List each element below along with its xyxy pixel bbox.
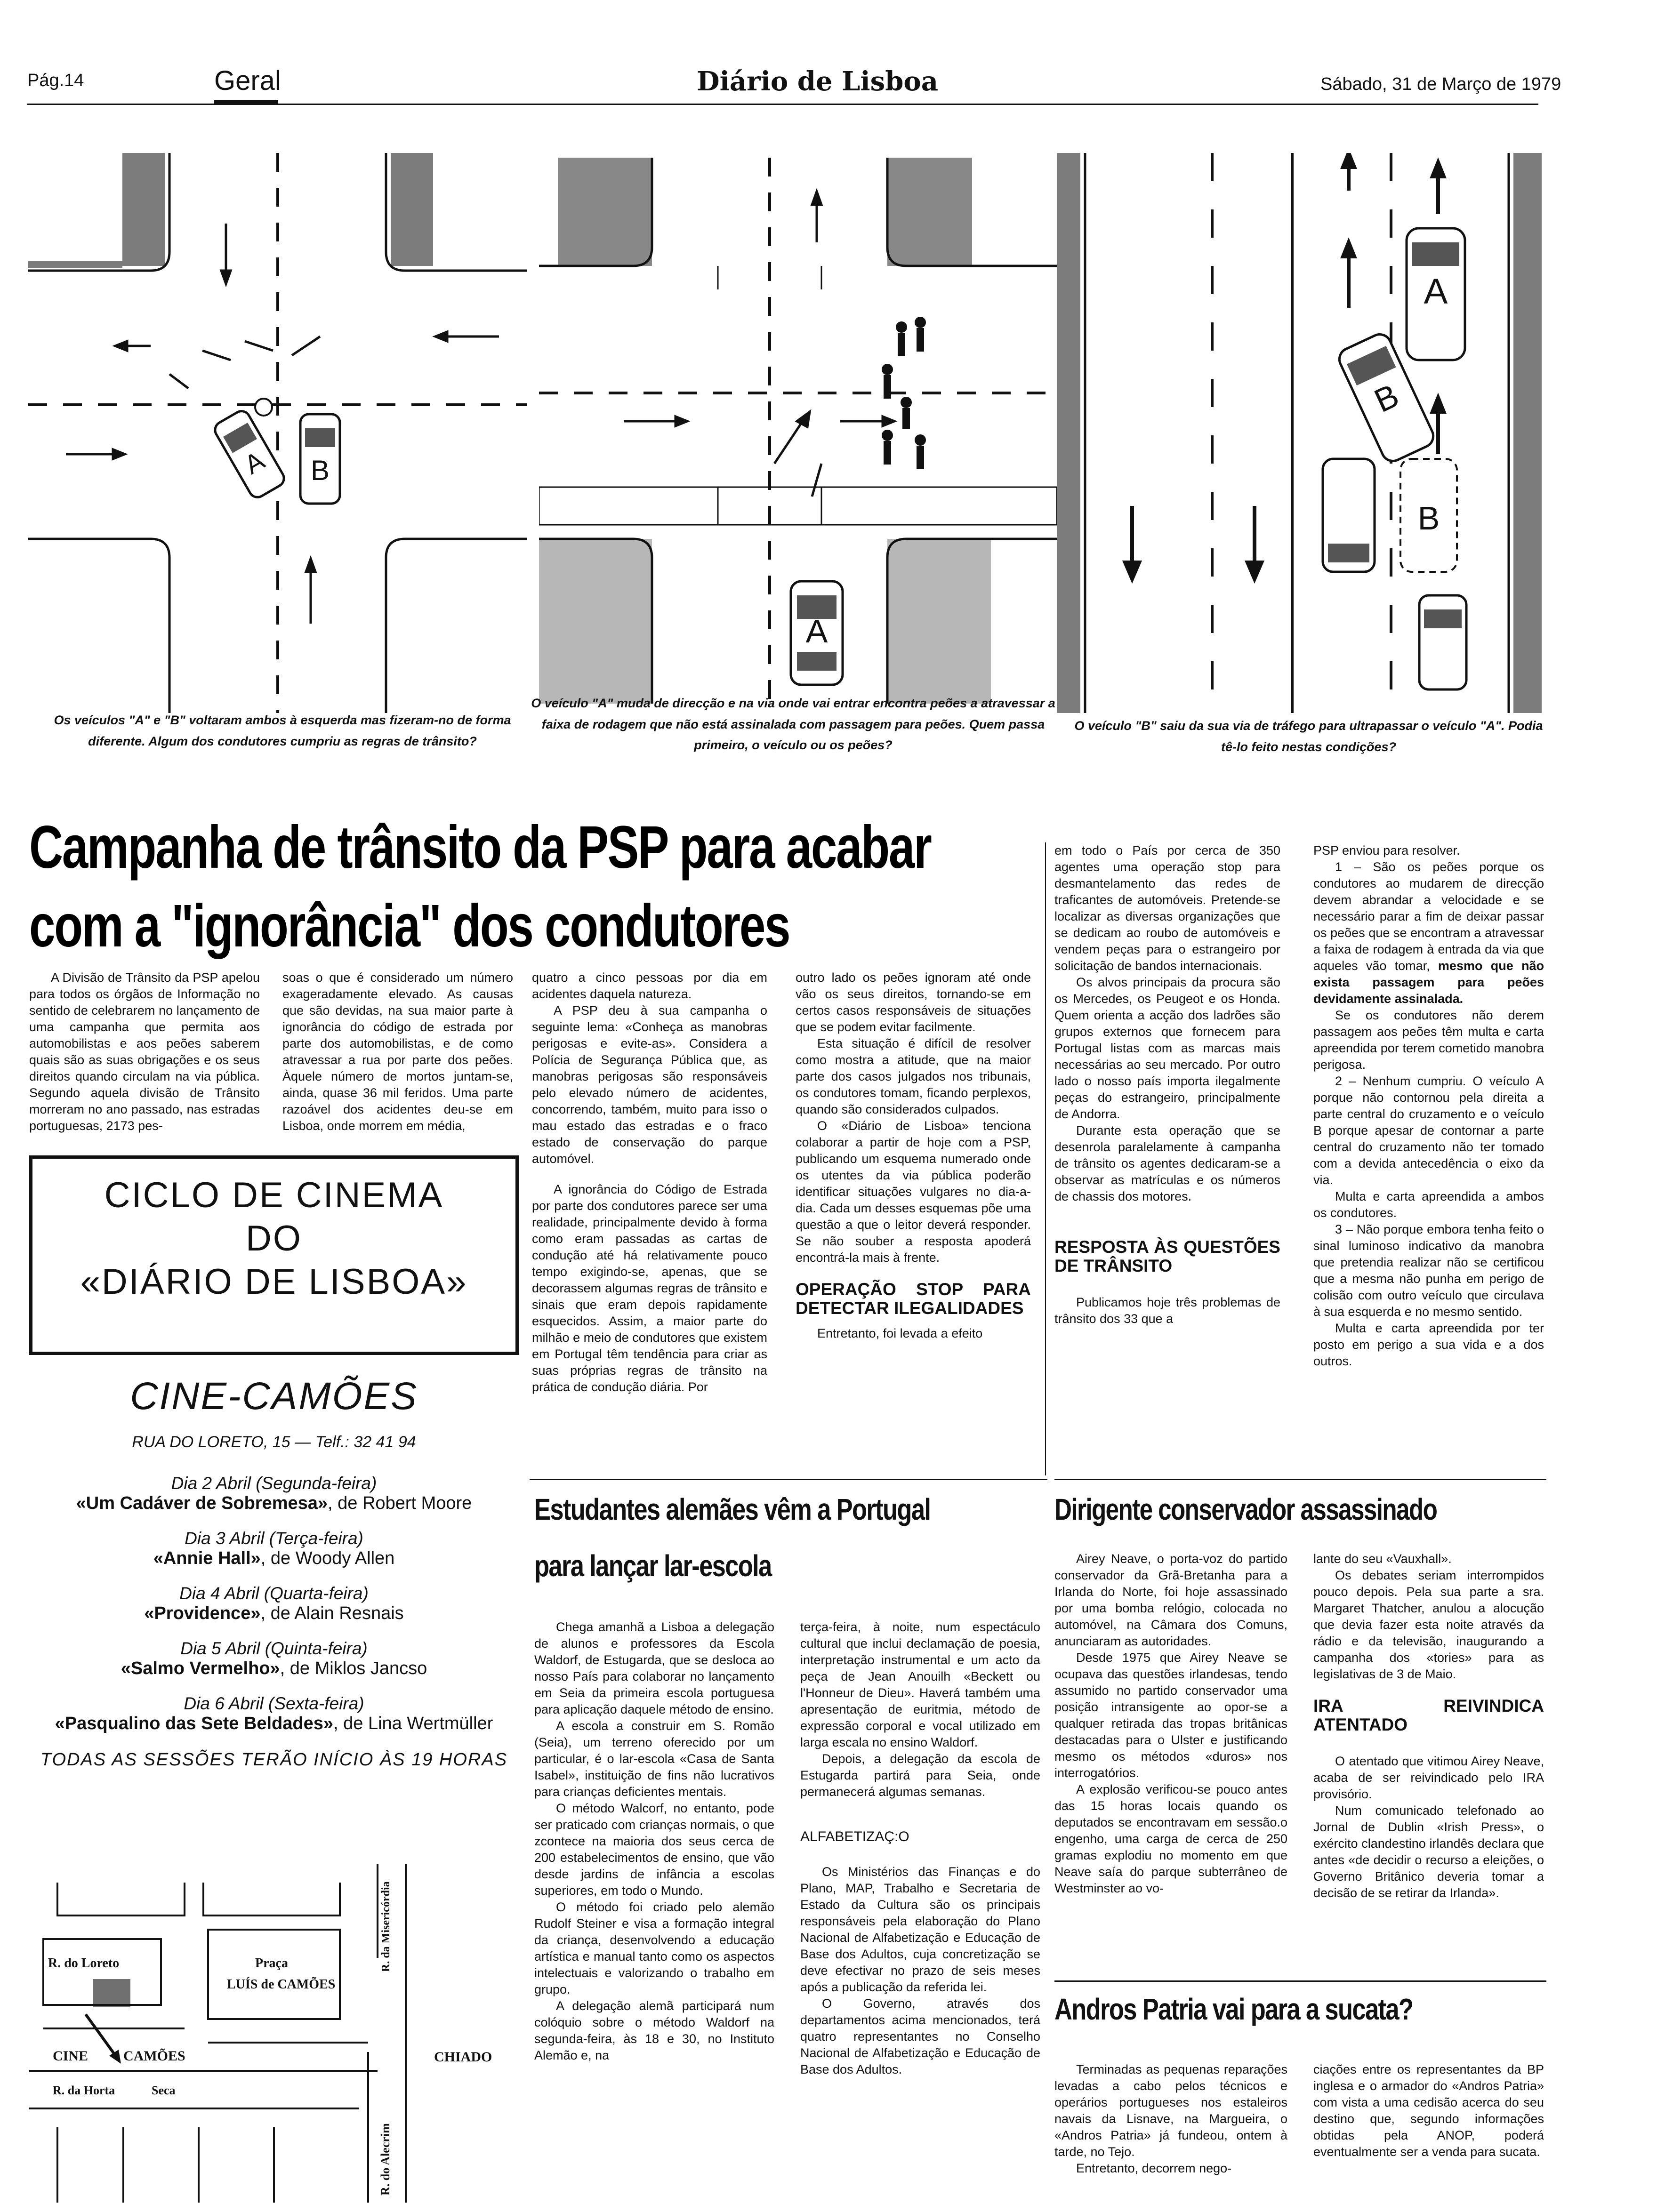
main-article-col6-p6: 3 – Não porque embora tenha feito o sinal luminoso indicativo da manobra que pretendia realizar não se certificou que a mesma não punha em perigo de colisão com outro veículo que circulava à sua esquerda e no mesmo sentido.: [1313, 1222, 1544, 1319]
diagram-middle-caption: O veículo "A" muda de direcção e na via onde vai entrar encontra peões a atravessar a faixa de rodagem que não está assinalada com passagem para peões. Quem passa primeiro, o veículo ou os peões?: [531, 696, 1055, 753]
main-article-col6-p2-bold: mesmo que não exista passagem para peões devidamente assinalada.: [1313, 959, 1544, 1006]
dirigente-col1: [1054, 1551, 1287, 1897]
dirigente-col2-p4: Num comunicado telefonado ao Jornal de Dublin «Irish Press», o exército clandestino irlandês declara que antes «de decidir o recurso a eleições, o Governo Britânico deveria tomar a decisão de se retirar da Irlanda».: [1313, 1803, 1544, 1900]
film-2: [29, 1548, 519, 1569]
column-divider-1: [1045, 842, 1046, 1475]
andros-top-rule: [1054, 1980, 1546, 1982]
film-4-director: , de Miklos Jancso: [280, 1659, 427, 1678]
estudantes-headline-line1: Estudantes alemães vêm a Portugal: [534, 1492, 931, 1526]
film-4-title: «Salmo Vermelho»: [121, 1659, 280, 1678]
main-article-col2-text: soas o que é considerado um número exageradamente elevado. As causas que são devidas, na sua maior parte à ignorância do código de estrada por parte dos automobilistas, e de como atravessar a rua por parte dos peões. Àquele número de mortos juntam-se, ainda, quase 36 mil feridos. Uma parte razoável dos acidentes deu-se em Lisboa, onde morrem em média,: [282, 970, 513, 1133]
estudantes-col1-p1: Chega amanhã a Lisboa a delegação de alunos e professores da Escola Waldorf, de Estugarda, que se desloca ao nosso País para colaborar no lançamento em Seia da primeira escola portuguesa para aplicação daquele método de ensino.: [534, 1620, 774, 1716]
film-4: [29, 1659, 519, 1679]
film-1-date: Dia 2 Abril (Segunda-feira): [171, 1474, 377, 1493]
estudantes-top-rule: [530, 1479, 1047, 1480]
main-article-col6: [1313, 842, 1544, 1370]
estudantes-col1-p3: O método Walcorf, no entanto, pode ser praticado com crianças normais, o que zcontece na maioria dos seus cerca de 200 estabelecimentos de ensino, que vão desde jardins de infância a escolas superiores, em todo o Mundo.: [534, 1801, 774, 1898]
main-article-col4-p3: O «Diário de Lisboa» tenciona colaborar a partir de hoje com a PSP, publicando um esquema numerado onde os utentes da via pública poderão identificar situações vulgares no dia-a-dia. Cada um desses esquemas põe uma questão a que o leitor deverá responder. Se não souber a resposta apoderá encontrá-la mais à frente.: [796, 1119, 1031, 1265]
main-article-col5-p2: Os alvos principais da procura são os Mercedes, os Peugeot e os Honda. Quem orienta a acção dos ladrões são grupos externos que fornecem para Portugal listas com as marcas mais necessárias ao seu mercado. Por outro lado o nosso país importa ilegalmente peças do estrangeiro, principalmente de Andorra.: [1054, 975, 1280, 1121]
diagram-right-car-a: A: [1424, 272, 1448, 312]
andros-col1: [1054, 2061, 1287, 2177]
estudantes-headline-line2: para lançar lar-escola: [534, 1549, 772, 1583]
cinema-address: RUA DO LORETO, 15 — Telf.: 32 41 94: [132, 1433, 416, 1451]
cinema-title-line2: DO: [246, 1218, 302, 1258]
cinema-venue: CINE-CAMÕES: [130, 1375, 418, 1418]
main-article-col5: [1054, 842, 1280, 1327]
dirigente-col1-p2: Desde 1975 que Airey Neave se ocupava das questões irlandesas, tendo assumido no partido conservador uma posição intransigente ao opor-se a qualquer retirada das tropas britânicas destacadas para o Ulster e justificando mesmo os métodos «duros» nos interrogatórios.: [1054, 1651, 1287, 1780]
film-5-title: «Pasqualino das Sete Beldades»: [55, 1714, 334, 1733]
dirigente-col2-p3: O atentado que vitimou Airey Neave, acaba de ser reivindicado pelo IRA provisório.: [1313, 1754, 1544, 1801]
cinema-title-line3: «DIÁRIO DE LISBOA»: [80, 1262, 468, 1302]
film-2-title: «Annie Hall»: [153, 1548, 261, 1568]
dirigente-col2-p1: lante do seu «Vauxhall».: [1313, 1552, 1452, 1566]
film-2-director: , de Woody Allen: [260, 1548, 395, 1568]
film-3-date: Dia 4 Abril (Quarta-feira): [179, 1584, 369, 1603]
map-district: CHIADO: [434, 2049, 492, 2065]
cinema-film-list: [29, 1471, 519, 1770]
cinema-footer: TODAS AS SESSÕES TERÃO INÍCIO ÀS 19 HORAS: [40, 1750, 508, 1770]
main-article-col6-p3: Se os condutores não derem passagem aos peões têm multa e carta apreendida por terem cometido manobra perigosa.: [1313, 1008, 1544, 1072]
main-article-col4-p2: Esta situação é difícil de resolver como mostra a atitude, que na maior parte dos casos julgados nos tribunais, os condutores tomam, ficando perplexos, quando são considerados culpados.: [796, 1036, 1031, 1116]
cinema-title-box: [29, 1155, 519, 1355]
main-article-col3-p2: A PSP deu à sua campanha o seguinte lema: «Conheça as manobras perigosas e evite-as». Considera a Polícia de Segurança Pública que, as manobras perigosas são responsáveis pelo elevado número de acidentes, concorrendo, também, muito para isso o mau estado das estradas e o fraco estado de conservação do parque automóvel.: [532, 1003, 767, 1166]
map-square-line2: LUÍS de CAMÕES: [227, 1977, 336, 1992]
estudantes-col2-p3: Os Ministérios das Finanças e do Plano, MAP, Trabalho e Secretaria de Estado da Cultura são os principais responsáveis pela elaboração do Plano Nacional de Alfabetização e Educação de Base dos Adultos, cuja concretização se deve efectivar no prazo de seis meses após a publicação da referida lei.: [800, 1865, 1040, 1994]
film-3-title: «Providence»: [144, 1603, 261, 1623]
map-street-misericordia: R. da Misericórdia: [380, 1881, 392, 1972]
diagram-right-car-b: B: [1368, 377, 1405, 420]
dirigente-col2: [1313, 1551, 1544, 1901]
map-street-horta: R. da Horta: [53, 2084, 115, 2097]
film-4-date: Dia 5 Abril (Quinta-feira): [180, 1639, 368, 1658]
estudantes-col2-p2: Depois, a delegação da escola de Estugarda partirá para Seia, onde permanecerá algumas semanas.: [800, 1752, 1040, 1799]
dirigente-top-rule: [1054, 1479, 1546, 1480]
film-3-director: , de Alain Resnais: [260, 1603, 404, 1623]
cinema-title-line1: CICLO DE CINEMA: [104, 1175, 444, 1215]
andros-headline: Andros Patria vai para a sucata?: [1054, 1992, 1413, 2026]
main-article-col3-p3: A ignorância do Código de Estrada por parte dos condutores parece ser uma realidade, principalmente devido à forma como eram passadas as cartas de condução até há relativamente pouco tempo exigindo-se, apenas, que se decorassem algumas regras de trânsito e sinais que eram depois rapidamente esquecidos. Assim, a maior parte do milhão e meio de condutores que existem em Portugal têm tendência para criar as suas próprias regras de trânsito na prática de condução diária. Por: [532, 1182, 767, 1394]
issue-date: Sábado, 31 de Março de 1979: [1320, 74, 1561, 94]
estudantes-col2: [800, 1619, 1040, 2078]
map-street-horta2: Seca: [152, 2084, 176, 2097]
map-square-line1: Praça: [255, 1956, 288, 1971]
main-article-col6-p2-wrap: [1313, 859, 1544, 1007]
dirigente-col1-p3: A explosão verificou-se pouco antes das 15 horas locais quando os deputados se encontravam em sessão.o engenho, uma carga de cerca de 250 gramas explodiu no momento em que Neave saía do parque subterrâneo de Westminster ao vo-: [1054, 1782, 1287, 1895]
dirigente-col1-p1: Airey Neave, o porta-voz do partido conservador da Grã-Bretanha para a Irlanda do Norte, foi hoje assassinado por uma bomba relógio, colocada no automóvel, na Câmara dos Comuns, anunciaram as autoridades.: [1054, 1552, 1287, 1648]
diagram-middle: [539, 158, 1057, 704]
main-article-col1: [29, 970, 260, 1134]
main-article-col1-text: A Divisão de Trânsito da PSP apelou para todos os órgãos de Informação no sentido de celebrarem no lançamento de uma campanha que permita aos automobilistas e aos peões saberem quais são as suas obrigações e os seus direitos quando circulam na via pública. Segundo aquela divisão de Trânsito morreram no ano passado, nas estradas portuguesas, 2173 pes-: [29, 970, 260, 1133]
film-5: [29, 1714, 519, 1734]
map-street-loreto: R. do Loreto: [48, 1956, 120, 1971]
film-2-date: Dia 3 Abril (Terça-feira): [185, 1529, 363, 1548]
map-cinema-label1: CINE: [53, 2048, 88, 2064]
cinema-map: [29, 1864, 519, 2203]
main-headline-line2: com a "ignorância" dos condutores: [29, 892, 790, 960]
film-5-director: , de Lina Wertmüller: [333, 1714, 493, 1733]
dirigente-headline: Dirigente conservador assassinado: [1054, 1492, 1437, 1526]
subhead-operacao-stop: OPERAÇÃO STOP PARA DETECTAR ILEGALIDADES: [796, 1280, 1031, 1318]
andros-col2: [1313, 2061, 1544, 2160]
section-underline: [214, 100, 278, 104]
diagram-middle-car-a: A: [805, 613, 828, 649]
main-article-col4-p4: Entretanto, foi levada a efeito: [817, 1326, 983, 1340]
estudantes-col1-p2: A escola a construir em S. Romão (Seia), um terreno oferecido por um particular, é o lar-escola «Casa de Santa Isabel», instituição de fins não lucrativos para crianças deficientes mentais.: [534, 1719, 774, 1799]
section-name: Geral: [214, 65, 281, 96]
main-article-col3-p1: quatro a cinco pessoas por dia em acidentes daquela natureza.: [532, 970, 767, 1001]
film-5-date: Dia 6 Abril (Sexta-feira): [184, 1694, 364, 1713]
estudantes-col1: [534, 1619, 774, 2064]
main-article-col6-p4: 2 – Nenhum cumpriu. O veículo A porque não contornou pela direita a parte central do cruzamento e o veículo B porque apesar de contornar a parte central do cruzamento não ter tomado com a devida antecedência o eixo da via.: [1313, 1074, 1544, 1187]
estudantes-col1-p5: A delegação alemã participará num colóquio sobre o método Waldorf na segunda-feira, às 18 e 30, no Instituto Alemão e, na: [534, 1999, 774, 2062]
map-street-alecrim: R. do Alecrim: [378, 2123, 392, 2196]
diagram-left-caption: Os veículos "A" e "B" voltaram ambos à esquerda mas fizeram-no de forma diferente. Algum dos condutores cumpriu as regras de trânsito?: [54, 713, 511, 748]
newspaper-name: Diário de Lisboa: [697, 66, 938, 97]
diagram-right-ghost-car-b: B: [1417, 500, 1440, 537]
main-article-col6-p1: PSP enviou para resolver.: [1313, 843, 1460, 858]
main-article-col3: [532, 970, 767, 1395]
subhead-ira: IRA REIVINDICA ATENTADO: [1313, 1696, 1544, 1734]
film-1: [29, 1493, 519, 1514]
diagram-right-caption: O veículo "B" saiu da sua via de tráfego para ultrapassar o veículo "A". Podia tê-lo feito nestas condições?: [1074, 719, 1543, 754]
subhead-resposta: RESPOSTA ÀS QUESTÕES DE TRÂNSITO: [1054, 1237, 1280, 1275]
andros-col1-p2: Entretanto, decorrem nego-: [1076, 2161, 1232, 2175]
film-1-title: «Um Cadáver de Sobremesa»: [76, 1493, 328, 1513]
main-article-col6-p5: Multa e carta apreendida a ambos os condutores.: [1313, 1189, 1544, 1220]
main-article-col5-p1: em todo o País por cerca de 350 agentes uma operação stop para desmantelamento das redes de traficantes de automóveis. Pretende-se localizar as diversas organizações que se dedicam ao roubo de automóveis e vendem peças para o estrangeiro por solicitação de bandos internacionais.: [1054, 843, 1280, 973]
andros-col2-text: ciações entre os representantes da BP inglesa e o armador do «Andros Patria» com vista a uma cedisão acerca do seu destino que, segundo informações obtidas pela ANOP, poderá eventualmente ser a venda para sucata.: [1313, 2062, 1544, 2159]
page-number: Pág.14: [27, 71, 84, 90]
main-article-col5-p3: Durante esta operação que se desenrola paralelamente à campanha de trânsito os agentes dedicaram-se a observar as matrículas e os números de chassis dos motores.: [1054, 1123, 1280, 1203]
diagram-left: [28, 153, 527, 713]
main-article-col6-p2: 1 – São os peões porque os condutores ao mudarem de direcção devem abrandar a velocidade e se necessário parar a fim de deixar passar os peões que se encontram a atravessar a faixa de rodagem à entrada da via que aqueles vão tomar,: [1313, 860, 1544, 973]
main-article-col5-p4: Publicamos hoje três problemas de trânsito dos 33 que a: [1054, 1295, 1280, 1326]
estudantes-col2-p1: terça-feira, à noite, num espectáculo cultural que inclui declamação de poesia, interpretação instrumental e um acto da peça de Jean Anouilh «Beckett ou l'Honneur de Dieu». Haverá também uma apresentação de euritmia, método de expressão corporal e vocal utilizado em larga escala no ensino Waldorf.: [800, 1620, 1040, 1749]
film-1-director: , de Robert Moore: [328, 1493, 472, 1513]
main-article-col6-p7: Multa e carta apreendida por ter posto em perigo a sua vida e a dos outros.: [1313, 1321, 1544, 1368]
diagram-left-car-a: A: [239, 445, 270, 480]
main-article-col4-p1: outro lado os peões ignoram até onde vão os seus direitos, tornando-se em certos casos responsáveis de situações que se podem evitar facilmente.: [796, 970, 1031, 1034]
estudantes-col1-p4: O método foi criado pelo alemão Rudolf Steiner e visa a formação integral da criança, desenvolvendo a educação artística e manual tanto como os aspectos intelectuais e valorizando o trabalho em grupo.: [534, 1900, 774, 1996]
diagram-right: [1057, 153, 1546, 713]
estudantes-col2-p4: O Governo, através dos departamentos acima mencionados, terá quatro representantes no Conselho Nacional de Alfabetização e Educação de Base dos Adultos.: [800, 1996, 1040, 2076]
main-article-col2: [282, 970, 513, 1134]
dirigente-col2-p2: Os debates seriam interrompidos pouco depois. Pela sua parte a sra. Margaret Thatcher, anulou a alocução que devia fazer esta noite através da rádio e da televisão, inaugurando a campanha dos «tories» para as legislativas de 3 de Maio.: [1313, 1568, 1544, 1681]
main-article-col4: [796, 970, 1031, 1342]
masthead-rule: [27, 104, 1538, 105]
andros-col1-text: Terminadas as pequenas reparações levadas a cabo pelos técnicos e operários portugueses nos estaleiros navais da Lisnave, na Margueira, o «Andros Patria» já fundeou, ontem à tarde, no Tejo.: [1054, 2062, 1287, 2159]
diagram-left-car-b: B: [310, 455, 330, 486]
subhead-alfabetizacao: ALFABETIZAÇ:O: [800, 1829, 909, 1844]
map-cinema-label2: CAMÕES: [123, 2048, 185, 2064]
main-headline-line1: Campanha de trânsito da PSP para acabar: [29, 814, 931, 881]
film-3: [29, 1603, 519, 1624]
